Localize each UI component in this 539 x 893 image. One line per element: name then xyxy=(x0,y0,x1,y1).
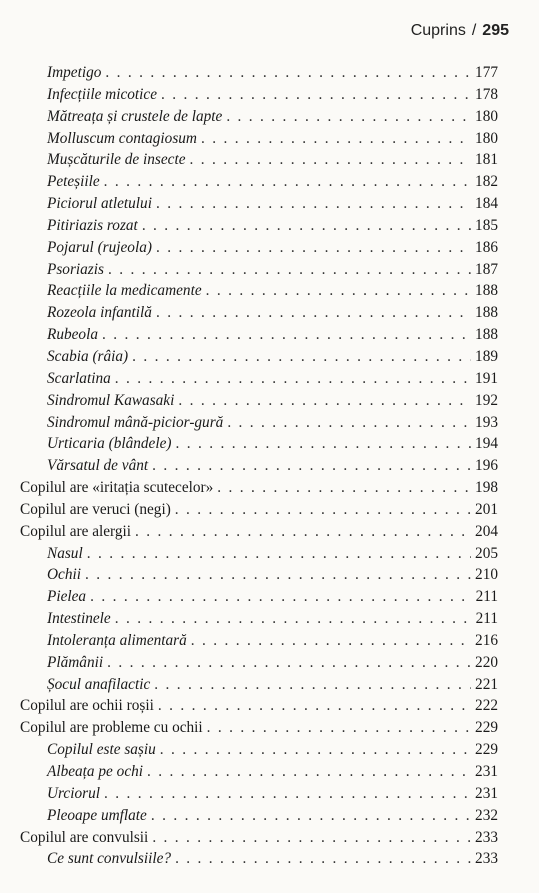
entry-title: Copilul are alergii xyxy=(20,522,132,540)
toc-entry xyxy=(20,695,498,717)
toc-entry xyxy=(20,521,498,543)
dot-leader xyxy=(158,695,471,717)
entry-title: Copilul are veruci (negi) xyxy=(20,500,171,518)
dot-leader xyxy=(227,412,471,434)
dot-leader xyxy=(85,564,471,586)
entry-page-number: 198 xyxy=(475,479,498,497)
toc-subentry xyxy=(20,564,498,586)
toc-entry xyxy=(20,717,498,739)
toc-subentry xyxy=(20,412,498,434)
toc-subentry xyxy=(20,62,498,84)
entry-title: Reacțiile la medicamente xyxy=(47,282,202,300)
dot-leader xyxy=(175,499,471,521)
toc-subentry xyxy=(20,368,498,390)
entry-page-number: 189 xyxy=(475,347,498,365)
toc-subentry xyxy=(20,652,498,674)
entry-page-number: 184 xyxy=(475,195,498,213)
toc-subentry xyxy=(20,586,498,608)
toc-subentry xyxy=(20,84,498,106)
entry-title: Nasul xyxy=(47,544,83,562)
toc-subentry xyxy=(20,543,498,565)
entry-page-number: 233 xyxy=(475,850,498,868)
toc-subentry xyxy=(20,302,498,324)
toc-entry xyxy=(20,477,498,499)
dot-leader xyxy=(108,259,471,281)
entry-page-number: 229 xyxy=(475,741,498,759)
dot-leader xyxy=(152,827,471,849)
entry-title: Scabia (râia) xyxy=(47,347,129,365)
entry-page-number: 180 xyxy=(475,129,498,147)
toc-entry xyxy=(20,827,498,849)
dot-leader xyxy=(207,717,471,739)
dot-leader xyxy=(90,586,472,608)
entry-title: Psoriazis xyxy=(47,260,104,278)
dot-leader xyxy=(105,62,471,84)
toc-subentry xyxy=(20,608,498,630)
entry-page-number: 193 xyxy=(475,413,498,431)
entry-title: Copilul are probleme cu ochii xyxy=(20,719,203,737)
dot-leader xyxy=(115,368,471,390)
dot-leader xyxy=(104,783,471,805)
entry-page-number: 211 xyxy=(475,610,498,628)
dot-leader xyxy=(226,106,471,128)
entry-title: Copilul are ochii roșii xyxy=(20,697,154,715)
dot-leader xyxy=(161,84,471,106)
entry-title: Pitiriazis rozat xyxy=(47,216,138,234)
entry-title: Mușcăturile de insecte xyxy=(47,151,186,169)
entry-title: Urticaria (blândele) xyxy=(47,435,172,453)
entry-title: Molluscum contagiosum xyxy=(47,129,197,147)
page-number: 295 xyxy=(482,22,509,39)
entry-title: Pleoape umflate xyxy=(47,806,147,824)
toc-subentry xyxy=(20,390,498,412)
dot-leader xyxy=(135,521,471,543)
entry-page-number: 210 xyxy=(475,566,498,584)
entry-title: Șocul anafilactic xyxy=(47,675,151,693)
entry-page-number: 211 xyxy=(475,588,498,606)
entry-title: Intoleranța alimentară xyxy=(47,631,187,649)
dot-leader xyxy=(160,739,471,761)
dot-leader xyxy=(87,543,471,565)
toc-subentry xyxy=(20,674,498,696)
entry-title: Copilul este sașiu xyxy=(47,741,156,759)
entry-page-number: 186 xyxy=(475,238,498,256)
toc-subentry xyxy=(20,215,498,237)
entry-title: Mătreața și crustele de lapte xyxy=(47,107,223,125)
dot-leader xyxy=(154,674,471,696)
entry-page-number: 221 xyxy=(475,675,498,693)
toc-subentry xyxy=(20,761,498,783)
entry-page-number: 231 xyxy=(475,784,498,802)
entry-page-number: 181 xyxy=(475,151,498,169)
dot-leader xyxy=(102,324,471,346)
entry-page-number: 185 xyxy=(475,216,498,234)
dot-leader xyxy=(201,128,471,150)
entry-title: Albeața pe ochi xyxy=(47,763,144,780)
dot-leader xyxy=(147,761,471,783)
entry-page-number: 178 xyxy=(475,85,498,103)
dot-leader xyxy=(142,215,471,237)
entry-page-number: 196 xyxy=(475,457,498,475)
entry-title: Sindromul Kawasaki xyxy=(47,391,175,409)
toc-subentry xyxy=(20,848,498,870)
entry-page-number: 232 xyxy=(475,806,498,824)
toc-subentry xyxy=(20,259,498,281)
entry-page-number: 191 xyxy=(475,369,498,387)
entry-page-number: 216 xyxy=(475,631,498,649)
entry-title: Copilul are convulsii xyxy=(20,828,149,846)
running-header xyxy=(411,22,509,40)
entry-page-number: 204 xyxy=(475,522,498,540)
toc-subentry xyxy=(20,324,498,346)
entry-title: Impetigo xyxy=(47,64,102,81)
entry-page-number: 231 xyxy=(475,763,498,780)
dot-leader xyxy=(156,193,471,215)
dot-leader xyxy=(178,390,471,412)
entry-page-number: 201 xyxy=(475,500,498,518)
toc-subentry xyxy=(20,128,498,150)
entry-title: Pojarul (rujeola) xyxy=(47,238,152,256)
entry-title: Urciorul xyxy=(47,784,100,802)
entry-title: Plămânii xyxy=(47,653,104,671)
entry-page-number: 233 xyxy=(475,828,498,846)
toc-subentry xyxy=(20,280,498,302)
entry-page-number: 192 xyxy=(475,391,498,409)
toc-subentry xyxy=(20,171,498,193)
dot-leader xyxy=(156,237,471,259)
section-title: Cuprins xyxy=(410,22,466,39)
dot-leader xyxy=(132,346,471,368)
entry-page-number: 187 xyxy=(475,260,498,278)
entry-page-number: 188 xyxy=(475,304,498,322)
dot-leader xyxy=(175,433,471,455)
toc-subentry xyxy=(20,805,498,827)
entry-page-number: 177 xyxy=(475,64,498,81)
toc-subentry xyxy=(20,433,498,455)
entry-title: Ce sunt convulsiile? xyxy=(47,850,172,868)
entry-page-number: 194 xyxy=(475,435,498,453)
dot-leader xyxy=(104,171,471,193)
toc-subentry xyxy=(20,237,498,259)
toc-subentry xyxy=(20,455,498,477)
toc-subentry xyxy=(20,149,498,171)
dot-leader xyxy=(151,805,471,827)
dot-leader xyxy=(115,608,472,630)
entry-page-number: 188 xyxy=(475,282,498,300)
entry-title: Infecțiile micotice xyxy=(47,85,157,103)
toc-subentry xyxy=(20,346,498,368)
entry-page-number: 182 xyxy=(475,173,498,191)
dot-leader xyxy=(191,630,471,652)
header-separator: / xyxy=(471,22,477,39)
toc-entry xyxy=(20,499,498,521)
table-of-contents xyxy=(20,62,498,870)
dot-leader xyxy=(206,280,471,302)
entry-title: Scarlatina xyxy=(47,369,111,387)
toc-subentry xyxy=(20,193,498,215)
entry-page-number: 180 xyxy=(475,107,498,125)
entry-page-number: 222 xyxy=(475,697,498,715)
entry-title: Rubeola xyxy=(47,326,98,344)
entry-title: Ochii xyxy=(47,566,81,584)
toc-subentry xyxy=(20,630,498,652)
entry-title: Intestinele xyxy=(47,610,111,628)
dot-leader xyxy=(107,652,471,674)
entry-title: Sindromul mână-picior-gură xyxy=(47,413,224,431)
toc-subentry xyxy=(20,106,498,128)
dot-leader xyxy=(152,455,471,477)
entry-title: Copilul are «iritația scutecelor» xyxy=(20,479,214,497)
entry-title: Pielea xyxy=(47,588,87,606)
dot-leader xyxy=(217,477,471,499)
dot-leader xyxy=(189,149,471,171)
entry-page-number: 229 xyxy=(475,719,498,737)
dot-leader xyxy=(156,302,471,324)
entry-title: Peteșiile xyxy=(47,173,100,191)
toc-subentry xyxy=(20,739,498,761)
entry-title: Vărsatul de vânt xyxy=(47,457,149,475)
entry-page-number: 220 xyxy=(475,653,498,671)
entry-title: Piciorul atletului xyxy=(47,195,152,213)
dot-leader xyxy=(175,848,471,870)
entry-page-number: 205 xyxy=(475,544,498,562)
entry-page-number: 188 xyxy=(475,326,498,344)
entry-title: Rozeola infantilă xyxy=(47,304,152,322)
toc-subentry xyxy=(20,783,498,805)
